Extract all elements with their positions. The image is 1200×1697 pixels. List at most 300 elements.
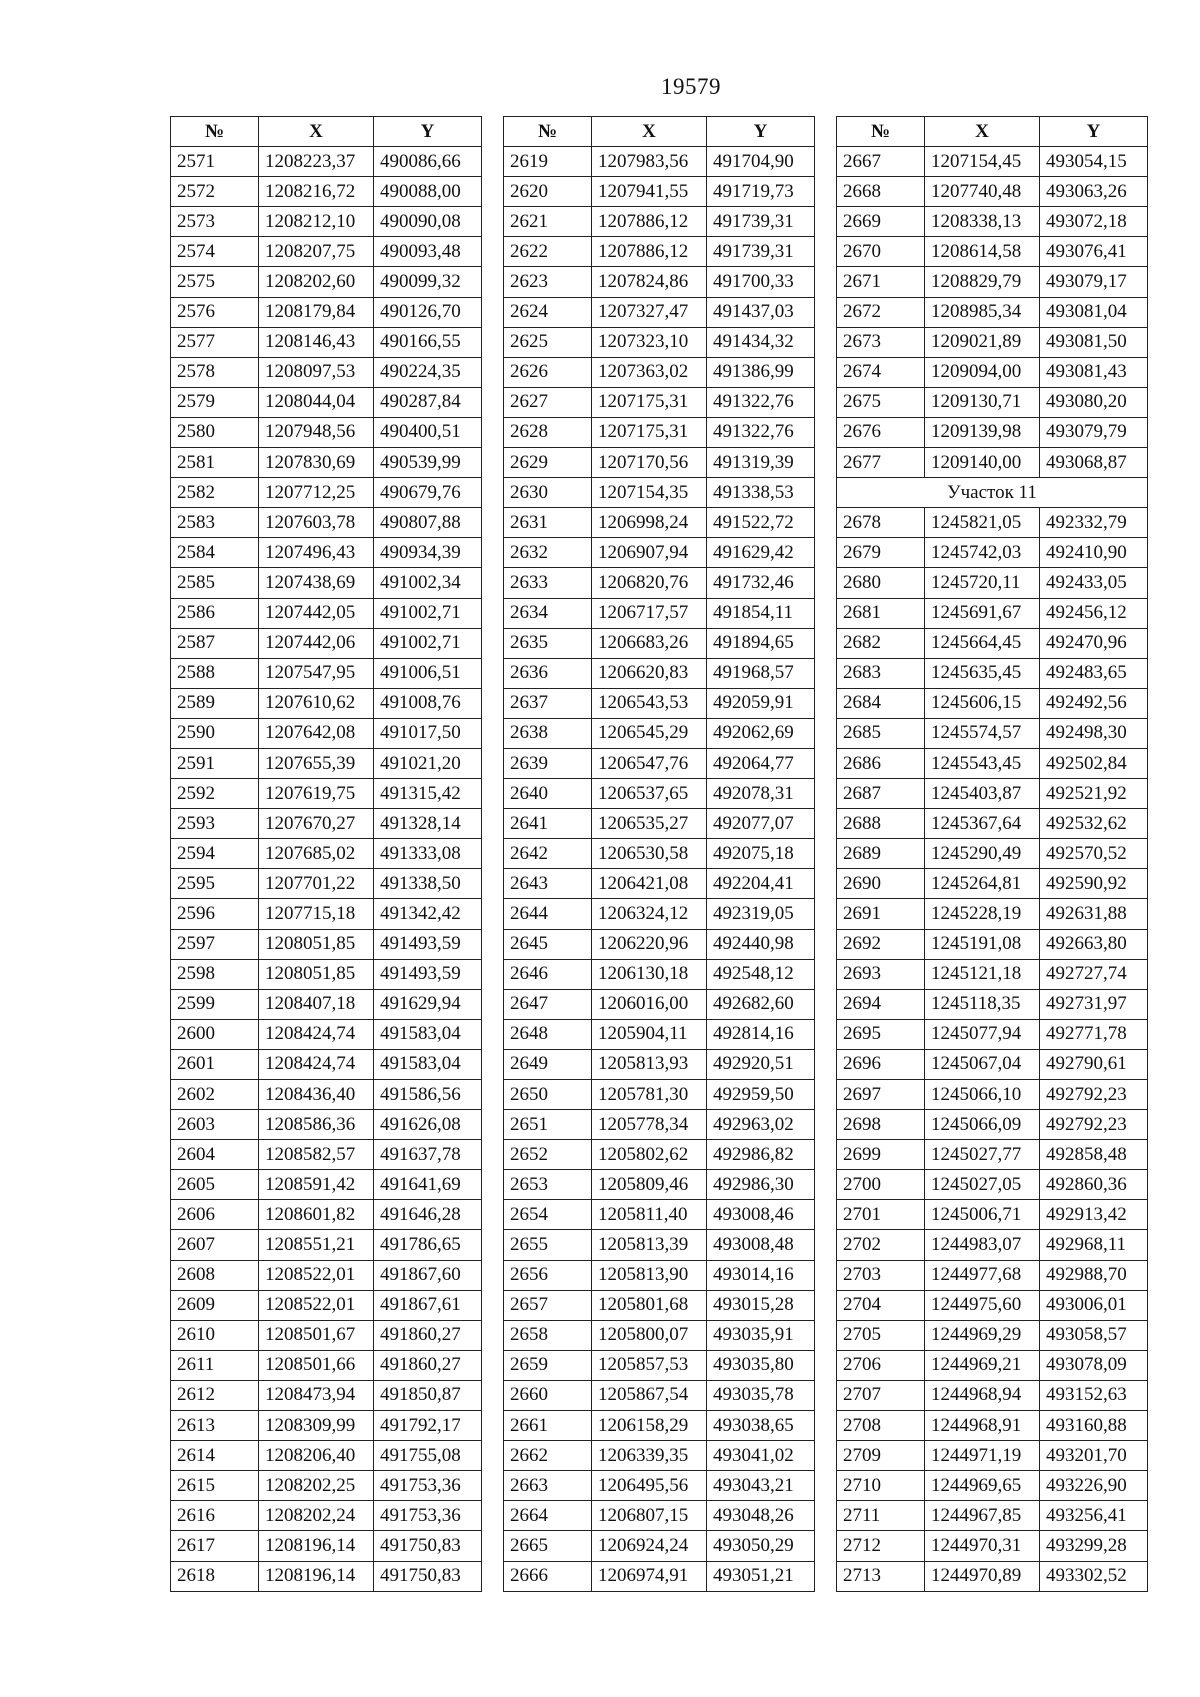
cell-number: 2682 <box>837 628 925 658</box>
table-row <box>504 1200 815 1230</box>
cell-x: 1245403,87 <box>925 779 1040 809</box>
cell-number: 2704 <box>837 1290 925 1320</box>
cell-number: 2684 <box>837 688 925 718</box>
cell-x: 1208338,13 <box>925 207 1040 237</box>
table-row <box>171 147 482 177</box>
cell-x: 1245066,09 <box>925 1110 1040 1140</box>
cell-y: 493299,28 <box>1040 1531 1148 1561</box>
cell-y: 492771,78 <box>1040 1019 1148 1049</box>
cell-number: 2701 <box>837 1200 925 1230</box>
table-row <box>171 869 482 899</box>
cell-number: 2659 <box>504 1350 592 1380</box>
table-header-row <box>171 117 482 147</box>
cell-y: 493081,50 <box>1040 327 1148 357</box>
cell-x: 1244971,19 <box>925 1441 1040 1471</box>
cell-number: 2709 <box>837 1441 925 1471</box>
cell-x: 1208501,66 <box>259 1350 374 1380</box>
cell-number: 2627 <box>504 387 592 417</box>
cell-number: 2613 <box>171 1411 259 1441</box>
cell-number: 2649 <box>504 1049 592 1079</box>
cell-y: 492920,51 <box>707 1049 815 1079</box>
cell-x: 1244975,60 <box>925 1290 1040 1320</box>
cell-y: 492860,36 <box>1040 1170 1148 1200</box>
cell-y: 492986,30 <box>707 1170 815 1200</box>
cell-y: 491854,11 <box>707 598 815 628</box>
table-row <box>504 448 815 478</box>
table-row <box>837 1531 1148 1561</box>
cell-y: 491342,42 <box>374 899 482 929</box>
table-row <box>837 1501 1148 1531</box>
cell-number: 2580 <box>171 417 259 447</box>
cell-number: 2631 <box>504 508 592 538</box>
header-x: X <box>925 117 1040 147</box>
cell-y: 491750,83 <box>374 1531 482 1561</box>
table-row <box>504 1471 815 1501</box>
cell-x: 1205781,30 <box>592 1080 707 1110</box>
cell-y: 493072,18 <box>1040 207 1148 237</box>
cell-x: 1207712,25 <box>259 478 374 508</box>
cell-y: 490086,66 <box>374 147 482 177</box>
cell-x: 1205802,62 <box>592 1140 707 1170</box>
cell-x: 1206130,18 <box>592 959 707 989</box>
table-row <box>171 779 482 809</box>
cell-number: 2660 <box>504 1380 592 1410</box>
cell-y: 490934,39 <box>374 538 482 568</box>
cell-x: 1207175,31 <box>592 417 707 447</box>
cell-number: 2610 <box>171 1320 259 1350</box>
table-row <box>837 1230 1148 1260</box>
cell-number: 2608 <box>171 1260 259 1290</box>
cell-number: 2598 <box>171 959 259 989</box>
cell-x: 1245264,81 <box>925 869 1040 899</box>
table-row <box>504 1350 815 1380</box>
table-row <box>171 1350 482 1380</box>
table-row <box>171 327 482 357</box>
cell-number: 2574 <box>171 237 259 267</box>
cell-x: 1245691,67 <box>925 598 1040 628</box>
table-row <box>504 598 815 628</box>
cell-y: 491739,31 <box>707 207 815 237</box>
table-row <box>504 357 815 387</box>
cell-x: 1207438,69 <box>259 568 374 598</box>
cell-y: 491493,59 <box>374 959 482 989</box>
cell-x: 1208614,58 <box>925 237 1040 267</box>
table-row <box>504 628 815 658</box>
cell-y: 493081,04 <box>1040 297 1148 327</box>
cell-y: 491319,39 <box>707 448 815 478</box>
table-row <box>837 1080 1148 1110</box>
table-row <box>504 839 815 869</box>
cell-x: 1245543,45 <box>925 748 1040 778</box>
cell-number: 2702 <box>837 1230 925 1260</box>
cell-y: 491629,42 <box>707 538 815 568</box>
cell-x: 1208216,72 <box>259 177 374 207</box>
cell-number: 2593 <box>171 809 259 839</box>
cell-y: 491641,69 <box>374 1170 482 1200</box>
cell-number: 2614 <box>171 1441 259 1471</box>
cell-y: 492064,77 <box>707 748 815 778</box>
header-number: № <box>171 117 259 147</box>
cell-number: 2575 <box>171 267 259 297</box>
cell-number: 2636 <box>504 658 592 688</box>
cell-x: 1245367,64 <box>925 809 1040 839</box>
cell-x: 1206924,24 <box>592 1531 707 1561</box>
cell-number: 2630 <box>504 478 592 508</box>
cell-y: 493035,80 <box>707 1350 815 1380</box>
cell-x: 1205813,93 <box>592 1049 707 1079</box>
cell-y: 493152,63 <box>1040 1380 1148 1410</box>
table-row <box>504 658 815 688</box>
cell-y: 491333,08 <box>374 839 482 869</box>
cell-y: 492204,41 <box>707 869 815 899</box>
coordinate-table-2 <box>503 116 815 1592</box>
cell-x: 1207886,12 <box>592 237 707 267</box>
cell-y: 491704,90 <box>707 147 815 177</box>
cell-number: 2692 <box>837 929 925 959</box>
coordinate-tables <box>0 116 1200 1596</box>
table-row <box>837 1320 1148 1350</box>
cell-x: 1208146,43 <box>259 327 374 357</box>
cell-number: 2599 <box>171 989 259 1019</box>
cell-number: 2661 <box>504 1411 592 1441</box>
cell-x: 1205811,40 <box>592 1200 707 1230</box>
cell-x: 1209140,00 <box>925 448 1040 478</box>
cell-x: 1208601,82 <box>259 1200 374 1230</box>
table-row <box>504 1501 815 1531</box>
cell-y: 491586,56 <box>374 1080 482 1110</box>
cell-number: 2617 <box>171 1531 259 1561</box>
cell-y: 491753,36 <box>374 1501 482 1531</box>
cell-x: 1206421,08 <box>592 869 707 899</box>
table-row <box>504 1320 815 1350</box>
cell-x: 1206620,83 <box>592 658 707 688</box>
coordinate-table-1 <box>170 116 482 1592</box>
cell-x: 1245118,35 <box>925 989 1040 1019</box>
cell-x: 1207740,48 <box>925 177 1040 207</box>
cell-x: 1208424,74 <box>259 1049 374 1079</box>
cell-y: 493080,20 <box>1040 387 1148 417</box>
cell-x: 1245191,08 <box>925 929 1040 959</box>
header-y: Y <box>1040 117 1148 147</box>
cell-x: 1207715,18 <box>259 899 374 929</box>
cell-x: 1208985,34 <box>925 297 1040 327</box>
cell-x: 1209021,89 <box>925 327 1040 357</box>
cell-y: 491002,34 <box>374 568 482 598</box>
cell-x: 1205813,39 <box>592 1230 707 1260</box>
cell-x: 1208051,85 <box>259 929 374 959</box>
cell-y: 490126,70 <box>374 297 482 327</box>
table-row <box>504 869 815 899</box>
cell-x: 1207983,56 <box>592 147 707 177</box>
table-row <box>504 718 815 748</box>
cell-y: 493054,15 <box>1040 147 1148 177</box>
cell-number: 2595 <box>171 869 259 899</box>
table-row <box>171 1260 482 1290</box>
cell-x: 1206537,65 <box>592 779 707 809</box>
cell-number: 2688 <box>837 809 925 839</box>
table-row <box>171 839 482 869</box>
table-header-row <box>837 117 1148 147</box>
table-row <box>837 1019 1148 1049</box>
cell-number: 2640 <box>504 779 592 809</box>
cell-y: 492456,12 <box>1040 598 1148 628</box>
coordinate-table-3 <box>836 116 1148 1592</box>
table-row <box>171 718 482 748</box>
cell-y: 493079,17 <box>1040 267 1148 297</box>
cell-x: 1208202,25 <box>259 1471 374 1501</box>
table-row <box>837 568 1148 598</box>
cell-number: 2573 <box>171 207 259 237</box>
cell-y: 493048,26 <box>707 1501 815 1531</box>
cell-y: 492913,42 <box>1040 1200 1148 1230</box>
cell-number: 2590 <box>171 718 259 748</box>
cell-y: 492968,11 <box>1040 1230 1148 1260</box>
cell-number: 2585 <box>171 568 259 598</box>
cell-y: 493081,43 <box>1040 357 1148 387</box>
cell-x: 1206974,91 <box>592 1561 707 1591</box>
cell-number: 2641 <box>504 809 592 839</box>
cell-x: 1208051,85 <box>259 959 374 989</box>
cell-x: 1206220,96 <box>592 929 707 959</box>
cell-number: 2653 <box>504 1170 592 1200</box>
cell-number: 2672 <box>837 297 925 327</box>
cell-x: 1207886,12 <box>592 207 707 237</box>
cell-number: 2619 <box>504 147 592 177</box>
cell-x: 1208586,36 <box>259 1110 374 1140</box>
header-y: Y <box>707 117 815 147</box>
table-row <box>837 417 1148 447</box>
table-row <box>171 929 482 959</box>
page-number: 19579 <box>661 74 721 99</box>
cell-x: 1207323,10 <box>592 327 707 357</box>
cell-x: 1207547,95 <box>259 658 374 688</box>
header-number: № <box>837 117 925 147</box>
table-row <box>837 297 1148 327</box>
cell-y: 491583,04 <box>374 1019 482 1049</box>
cell-x: 1207619,75 <box>259 779 374 809</box>
cell-y: 493051,21 <box>707 1561 815 1591</box>
cell-number: 2669 <box>837 207 925 237</box>
cell-y: 491493,59 <box>374 929 482 959</box>
cell-number: 2700 <box>837 1170 925 1200</box>
table-row <box>171 568 482 598</box>
table-row <box>837 508 1148 538</box>
table-row <box>171 989 482 1019</box>
cell-y: 491719,73 <box>707 177 815 207</box>
table-row <box>837 1561 1148 1591</box>
table-row <box>504 1411 815 1441</box>
cell-number: 2705 <box>837 1320 925 1350</box>
table-row <box>504 899 815 929</box>
cell-y: 491008,76 <box>374 688 482 718</box>
cell-x: 1207496,43 <box>259 538 374 568</box>
table-row <box>837 688 1148 718</box>
cell-number: 2687 <box>837 779 925 809</box>
cell-number: 2616 <box>171 1501 259 1531</box>
cell-number: 2591 <box>171 748 259 778</box>
cell-number: 2629 <box>504 448 592 478</box>
cell-x: 1205801,68 <box>592 1290 707 1320</box>
cell-x: 1206535,27 <box>592 809 707 839</box>
table-row <box>504 1019 815 1049</box>
cell-number: 2618 <box>171 1561 259 1591</box>
table-row <box>837 899 1148 929</box>
cell-x: 1209094,00 <box>925 357 1040 387</box>
cell-y: 492792,23 <box>1040 1110 1148 1140</box>
table-row <box>171 899 482 929</box>
cell-x: 1207154,45 <box>925 147 1040 177</box>
cell-y: 492483,65 <box>1040 658 1148 688</box>
cell-number: 2597 <box>171 929 259 959</box>
table-row <box>171 1531 482 1561</box>
cell-number: 2646 <box>504 959 592 989</box>
table-row <box>504 688 815 718</box>
cell-y: 490400,51 <box>374 417 482 447</box>
table-row <box>171 1140 482 1170</box>
table-row <box>504 508 815 538</box>
cell-number: 2671 <box>837 267 925 297</box>
cell-number: 2587 <box>171 628 259 658</box>
cell-number: 2588 <box>171 658 259 688</box>
table-row <box>837 718 1148 748</box>
cell-x: 1207175,31 <box>592 387 707 417</box>
cell-x: 1245228,19 <box>925 899 1040 929</box>
cell-y: 491437,03 <box>707 297 815 327</box>
cell-x: 1206683,26 <box>592 628 707 658</box>
table-row <box>504 989 815 1019</box>
cell-x: 1207655,39 <box>259 748 374 778</box>
cell-x: 1208582,57 <box>259 1140 374 1170</box>
cell-x: 1207603,78 <box>259 508 374 538</box>
cell-x: 1208407,18 <box>259 989 374 1019</box>
cell-x: 1206324,12 <box>592 899 707 929</box>
cell-x: 1208591,42 <box>259 1170 374 1200</box>
cell-x: 1245290,49 <box>925 839 1040 869</box>
cell-number: 2703 <box>837 1260 925 1290</box>
cell-x: 1245742,03 <box>925 538 1040 568</box>
cell-x: 1206717,57 <box>592 598 707 628</box>
cell-number: 2639 <box>504 748 592 778</box>
cell-number: 2607 <box>171 1230 259 1260</box>
cell-x: 1206807,15 <box>592 1501 707 1531</box>
cell-x: 1209130,71 <box>925 387 1040 417</box>
cell-y: 493015,28 <box>707 1290 815 1320</box>
table-row <box>504 929 815 959</box>
cell-x: 1208202,24 <box>259 1501 374 1531</box>
cell-x: 1245066,10 <box>925 1080 1040 1110</box>
cell-x: 1206547,76 <box>592 748 707 778</box>
table-row <box>837 207 1148 237</box>
cell-y: 491583,04 <box>374 1049 482 1079</box>
cell-x: 1244969,65 <box>925 1471 1040 1501</box>
cell-x: 1206495,56 <box>592 1471 707 1501</box>
table-row <box>171 387 482 417</box>
table-row <box>504 267 815 297</box>
cell-number: 2606 <box>171 1200 259 1230</box>
cell-number: 2600 <box>171 1019 259 1049</box>
table-row <box>504 1380 815 1410</box>
cell-y: 492077,07 <box>707 809 815 839</box>
table-row <box>171 1501 482 1531</box>
cell-y: 491522,72 <box>707 508 815 538</box>
cell-y: 491322,76 <box>707 417 815 447</box>
table-row <box>171 508 482 538</box>
cell-number: 2648 <box>504 1019 592 1049</box>
cell-y: 492663,80 <box>1040 929 1148 959</box>
cell-number: 2713 <box>837 1561 925 1591</box>
table-row <box>504 1080 815 1110</box>
cell-x: 1208829,79 <box>925 267 1040 297</box>
cell-number: 2685 <box>837 718 925 748</box>
cell-x: 1207701,22 <box>259 869 374 899</box>
cell-y: 492792,23 <box>1040 1080 1148 1110</box>
table-row <box>504 568 815 598</box>
table-row <box>837 237 1148 267</box>
cell-number: 2634 <box>504 598 592 628</box>
cell-y: 490090,08 <box>374 207 482 237</box>
table-row <box>837 929 1148 959</box>
cell-y: 490166,55 <box>374 327 482 357</box>
table-row <box>504 1441 815 1471</box>
cell-y: 493068,87 <box>1040 448 1148 478</box>
table-row <box>837 1140 1148 1170</box>
cell-x: 1245027,05 <box>925 1170 1040 1200</box>
table-row <box>504 1260 815 1290</box>
cell-number: 2611 <box>171 1350 259 1380</box>
table-row <box>504 297 815 327</box>
cell-x: 1244983,07 <box>925 1230 1040 1260</box>
cell-number: 2635 <box>504 628 592 658</box>
table-row <box>837 1260 1148 1290</box>
table-row <box>171 237 482 267</box>
cell-y: 492433,05 <box>1040 568 1148 598</box>
cell-number: 2626 <box>504 357 592 387</box>
table-row <box>837 748 1148 778</box>
cell-number: 2695 <box>837 1019 925 1049</box>
cell-y: 491750,83 <box>374 1561 482 1591</box>
cell-number: 2706 <box>837 1350 925 1380</box>
cell-x: 1245121,18 <box>925 959 1040 989</box>
table-row <box>837 809 1148 839</box>
cell-y: 492731,97 <box>1040 989 1148 1019</box>
table-row <box>837 538 1148 568</box>
cell-number: 2668 <box>837 177 925 207</box>
cell-y: 491894,65 <box>707 628 815 658</box>
header-x: X <box>259 117 374 147</box>
table-row <box>837 989 1148 1019</box>
cell-number: 2650 <box>504 1080 592 1110</box>
cell-y: 493063,26 <box>1040 177 1148 207</box>
cell-y: 491637,78 <box>374 1140 482 1170</box>
table-row <box>171 1380 482 1410</box>
table-row <box>171 478 482 508</box>
cell-number: 2579 <box>171 387 259 417</box>
table-row <box>837 357 1148 387</box>
header-number: № <box>504 117 592 147</box>
table-row <box>837 147 1148 177</box>
table-row <box>171 1471 482 1501</box>
cell-number: 2571 <box>171 147 259 177</box>
table-row <box>504 327 815 357</box>
table-row <box>504 387 815 417</box>
cell-number: 2667 <box>837 147 925 177</box>
cell-y: 491021,20 <box>374 748 482 778</box>
cell-y: 493008,48 <box>707 1230 815 1260</box>
cell-y: 493302,52 <box>1040 1561 1148 1591</box>
section-row <box>837 478 1148 508</box>
cell-number: 2662 <box>504 1441 592 1471</box>
table-row <box>504 809 815 839</box>
